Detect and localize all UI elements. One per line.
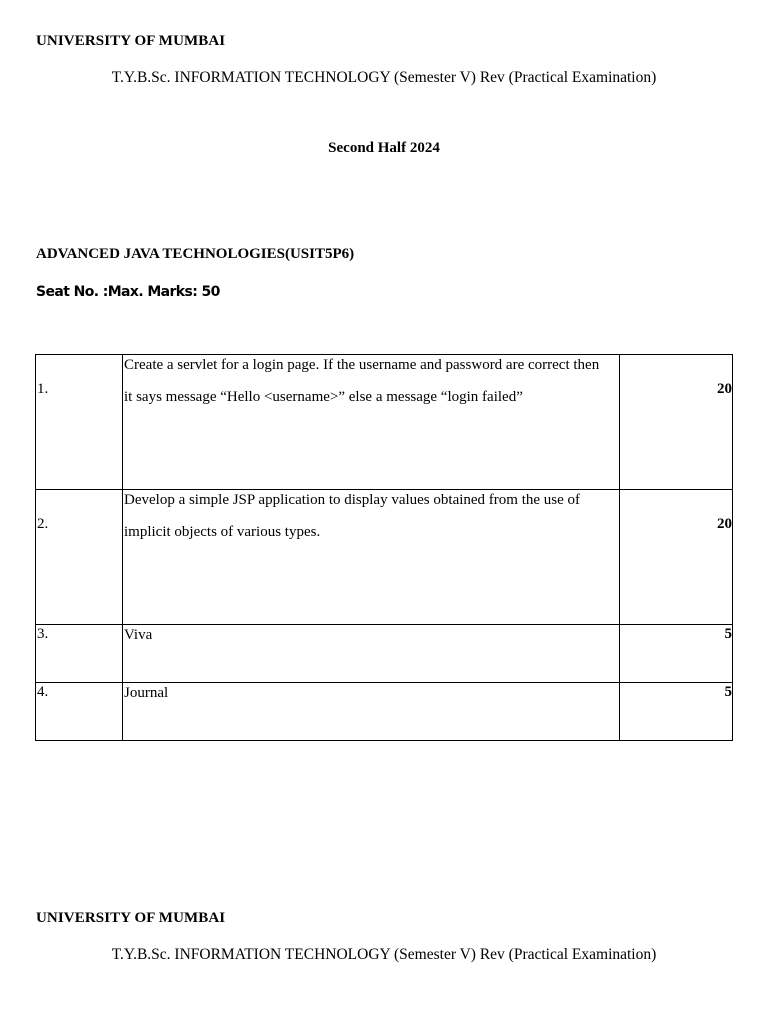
question-marks: 5 <box>620 683 733 741</box>
question-line: implicit objects of various types. <box>124 524 321 540</box>
footer-course-title: T.Y.B.Sc. INFORMATION TECHNOLOGY (Semester V) Rev (Practical Examination) <box>111 946 657 963</box>
question-text <box>123 683 620 741</box>
question-number: 4. <box>36 683 123 741</box>
question-number: 2. <box>36 490 123 625</box>
question-marks: 20 <box>620 490 733 625</box>
table-row <box>36 490 733 625</box>
subject-title: ADVANCED JAVA TECHNOLOGIES(USIT5P6) <box>36 246 355 262</box>
question-text <box>123 625 620 683</box>
questions-table <box>35 354 733 741</box>
table-row <box>36 355 733 490</box>
course-title: T.Y.B.Sc. INFORMATION TECHNOLOGY (Semester V) Rev (Practical Examination) <box>111 69 657 86</box>
footer-university-heading: UNIVERSITY OF MUMBAI <box>36 910 226 926</box>
question-number: 1. <box>36 355 123 490</box>
question-line: it says message “Hello <username>” else a message “login failed” <box>124 389 523 405</box>
question-line: Create a servlet for a login page. If the username and password are correct then <box>124 357 600 373</box>
question-text <box>123 490 620 625</box>
question-line: Journal <box>124 685 169 701</box>
university-heading: UNIVERSITY OF MUMBAI <box>36 33 226 49</box>
question-text <box>123 355 620 490</box>
question-marks: 5 <box>620 625 733 683</box>
table-row <box>36 625 733 683</box>
exam-session: Second Half 2024 <box>328 140 440 156</box>
table-row <box>36 683 733 741</box>
question-marks: 20 <box>620 355 733 490</box>
question-number: 3. <box>36 625 123 683</box>
question-line: Develop a simple JSP application to display values obtained from the use of <box>124 492 581 508</box>
question-line: Viva <box>124 627 153 643</box>
seat-marks-line: Seat No. :Max. Marks: 50 <box>36 284 220 300</box>
